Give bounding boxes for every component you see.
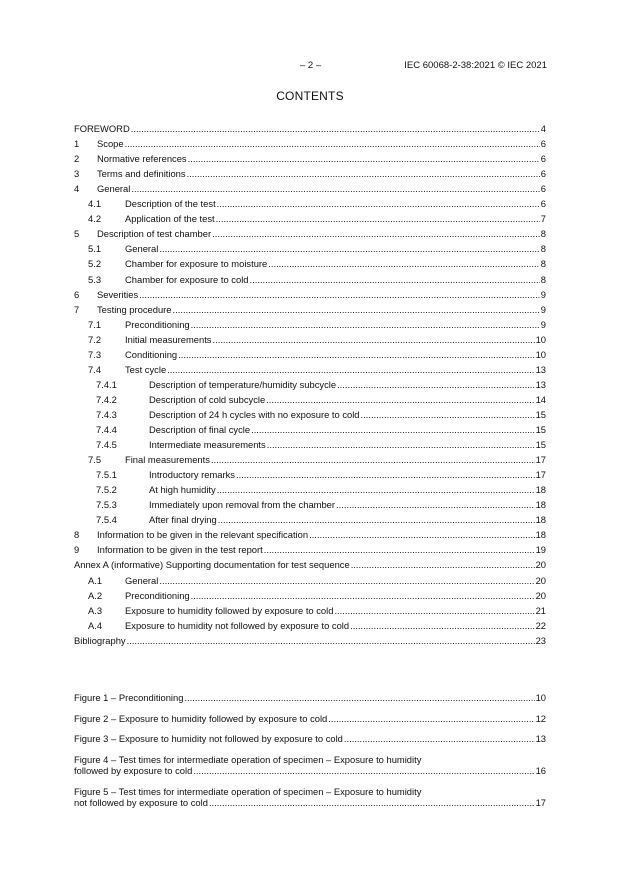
page-number: – 2 – — [300, 60, 322, 71]
toc-entry-title: Initial measurements — [125, 333, 212, 345]
toc-entry[interactable] — [74, 213, 546, 224]
toc-entry-page: 18 — [535, 514, 546, 526]
toc-entry-page: 8 — [540, 258, 546, 270]
toc-entry[interactable] — [74, 590, 546, 601]
toc-leader-dots — [139, 289, 540, 300]
toc-entry-page: 8 — [540, 273, 546, 285]
toc-leader-dots — [236, 469, 535, 480]
toc-leader-dots — [213, 334, 535, 345]
toc-leader-dots — [336, 499, 535, 510]
toc-entry-page: 10 — [535, 348, 546, 360]
toc-entry-number: 7.4.1 — [96, 378, 117, 390]
toc-entry[interactable] — [74, 514, 546, 525]
figure-page: 12 — [535, 712, 546, 724]
toc-entry-title: Description of cold subcycle — [149, 393, 266, 405]
toc-leader-dots — [167, 364, 534, 375]
toc-leader-dots — [266, 394, 534, 405]
toc-leader-dots — [131, 183, 539, 194]
toc-entry-number: 7.4.5 — [96, 439, 117, 451]
toc-entry-title: Terms and definitions — [97, 168, 186, 180]
figure-list-entry[interactable] — [74, 733, 546, 744]
toc-entry-title: Immediately upon removal from the chamber — [149, 499, 336, 511]
toc-entry[interactable] — [74, 379, 546, 390]
toc-entry-title: At high humidity — [149, 484, 216, 496]
toc-entry-title: Intermediate measurements — [149, 439, 266, 451]
toc-entry[interactable] — [74, 469, 546, 480]
toc-entry-page: 15 — [535, 424, 546, 435]
toc-entry-title: FOREWORD — [74, 123, 130, 134]
toc-entry-page: 9 — [540, 288, 546, 300]
toc-entry[interactable] — [74, 123, 546, 134]
toc-entry-number: 7.2 — [88, 333, 102, 345]
toc-leader-dots — [125, 138, 540, 149]
toc-entry-page: 18 — [535, 529, 546, 541]
toc-leader-dots — [361, 409, 535, 420]
figure-caption: Figure 2 – Exposure to humidity followed by exposure to cold — [74, 712, 328, 724]
toc-leader-dots — [250, 274, 540, 285]
toc-entry[interactable] — [74, 529, 546, 540]
document-reference: IEC 60068-2-38:2021 © IEC 2021 — [404, 60, 547, 71]
toc-entry-title: Annex A (informative) Supporting documentation for test sequence — [74, 559, 350, 571]
toc-entry-number: 7.1 — [88, 318, 102, 330]
figure-list-entry[interactable] — [74, 692, 546, 703]
toc-entry[interactable] — [74, 454, 546, 465]
toc-entry-number: 7.5.3 — [96, 499, 117, 511]
toc-entry-title: Description of the test — [125, 198, 216, 210]
toc-entry-page: 17 — [535, 469, 546, 481]
toc-entry-page: 10 — [535, 333, 546, 345]
toc-entry-number: 7.5.1 — [96, 469, 117, 481]
toc-entry-number: 7.4.4 — [96, 424, 117, 435]
toc-entry-page: 6 — [540, 153, 546, 165]
toc-entry[interactable] — [74, 183, 546, 194]
toc-entry[interactable] — [74, 409, 546, 420]
toc-entry-number: 5.2 — [88, 258, 102, 270]
toc-leader-dots — [188, 153, 540, 164]
toc-entry-title: Application of the test — [125, 213, 215, 225]
toc-entry-page: 4 — [540, 123, 546, 134]
toc-leader-dots — [350, 620, 534, 631]
toc-entry-title: Bibliography — [74, 634, 126, 646]
figure-page: 17 — [535, 796, 546, 808]
toc-leader-dots — [178, 349, 534, 360]
figure-leader-dots — [193, 765, 534, 776]
figure-caption-line: Figure 4 – Test times for intermediate operation of specimen – Exposure to humidity — [74, 753, 422, 765]
toc-entry-page: 20 — [535, 559, 546, 571]
toc-entry-title: General — [125, 243, 159, 255]
toc-entry-number: 7.4.3 — [96, 408, 117, 420]
toc-entry-title: Chamber for exposure to cold — [125, 273, 249, 285]
figure-list-entry[interactable] — [74, 786, 546, 808]
figure-leader-dots — [209, 797, 535, 808]
figure-page: 16 — [535, 764, 546, 776]
toc-leader-dots — [211, 454, 535, 465]
toc-entry-page: 9 — [540, 318, 546, 330]
toc-entry[interactable] — [74, 228, 546, 239]
figure-page: 10 — [535, 692, 546, 703]
toc-leader-dots — [217, 484, 535, 495]
toc-entry[interactable] — [74, 319, 546, 330]
toc-entry-number: 4 — [74, 183, 80, 195]
figure-caption: Figure 1 – Preconditioning — [74, 692, 184, 703]
toc-entry[interactable] — [74, 575, 546, 586]
toc-entry-number: 7.4 — [88, 363, 102, 375]
toc-entry-page: 20 — [535, 589, 546, 601]
toc-entry[interactable] — [74, 364, 546, 375]
figure-entry-row — [74, 797, 546, 808]
figure-entry-row — [74, 713, 546, 724]
figure-caption: followed by exposure to cold — [74, 764, 193, 776]
toc-entry[interactable] — [74, 484, 546, 495]
toc-leader-dots — [191, 590, 535, 601]
toc-entry-page: 13 — [535, 363, 546, 375]
toc-entry-page: 18 — [535, 499, 546, 511]
toc-leader-dots — [334, 605, 534, 616]
toc-entry-page: 15 — [535, 408, 546, 420]
toc-entry-page: 14 — [535, 393, 546, 405]
toc-entry-page: 8 — [540, 243, 546, 255]
toc-leader-dots — [131, 123, 540, 134]
toc-entry[interactable] — [74, 620, 546, 631]
toc-entry-title: Chamber for exposure to moisture — [125, 258, 268, 270]
toc-entry-page: 15 — [535, 439, 546, 451]
toc-leader-dots — [351, 559, 535, 570]
toc-entry-page: 18 — [535, 484, 546, 496]
figure-list-entry[interactable] — [74, 754, 546, 776]
toc-entry-number: 7.3 — [88, 348, 102, 360]
toc-entry-title: General — [97, 183, 131, 195]
figure-page: 13 — [535, 733, 546, 744]
figure-entry-row — [74, 692, 546, 703]
toc-entry-number: A.4 — [88, 619, 103, 631]
toc-entry[interactable] — [74, 559, 546, 570]
toc-entry-title: Conditioning — [125, 348, 178, 360]
toc-entry-page: 7 — [540, 213, 546, 225]
toc-entry-number: 7.5 — [88, 454, 102, 466]
toc-leader-dots — [309, 529, 535, 540]
figure-entry-row — [74, 765, 546, 776]
toc-entry-page: 13 — [535, 378, 546, 390]
toc-entry-page: 17 — [535, 454, 546, 466]
toc-entry[interactable] — [74, 258, 546, 269]
toc-entry-page: 9 — [540, 303, 546, 315]
toc-leader-dots — [267, 439, 535, 450]
toc-entry-title: Description of 24 h cycles with no exposure to cold — [149, 408, 360, 420]
page-header — [0, 60, 620, 74]
toc-entry-title: Test cycle — [125, 363, 167, 375]
toc-entry-number: 7.5.2 — [96, 484, 117, 496]
toc-entry[interactable] — [74, 243, 546, 254]
toc-entry-number: 2 — [74, 153, 80, 165]
toc-leader-dots — [159, 243, 539, 254]
page-title: CONTENTS — [276, 89, 344, 103]
toc-entry-title: Severities — [97, 288, 139, 300]
toc-entry-title: After final drying — [149, 514, 217, 526]
toc-entry-number: 4.1 — [88, 198, 102, 210]
toc-entry[interactable] — [74, 499, 546, 510]
toc-entry-title: Exposure to humidity followed by exposure to cold — [125, 604, 334, 616]
figure-caption: Figure 3 – Exposure to humidity not followed by exposure to cold — [74, 733, 343, 744]
toc-entry-number: 3 — [74, 168, 80, 180]
toc-entry-number: 1 — [74, 138, 80, 150]
toc-entry[interactable] — [74, 274, 546, 285]
toc-entry-page: 22 — [535, 619, 546, 631]
toc-entry-page: 19 — [535, 544, 546, 556]
toc-entry-page: 23 — [535, 634, 546, 646]
toc-leader-dots — [187, 168, 540, 179]
toc-entry[interactable] — [74, 605, 546, 616]
toc-leader-dots — [216, 213, 540, 224]
toc-entry-title: Preconditioning — [125, 318, 190, 330]
toc-entry[interactable] — [74, 424, 546, 435]
toc-entry-title: Description of test chamber — [97, 228, 212, 240]
toc-entry-title: Exposure to humidity not followed by exposure to cold — [125, 619, 350, 631]
toc-entry-page: 8 — [540, 228, 546, 240]
toc-entry-title: Introductory remarks — [149, 469, 235, 481]
toc-entry[interactable] — [74, 439, 546, 450]
toc-entry-page: 6 — [540, 183, 546, 195]
toc-entry[interactable] — [74, 304, 546, 315]
toc-entry-number: 9 — [74, 544, 80, 556]
toc-entry-title: Information to be given in the relevant specification — [97, 529, 309, 541]
toc-entry[interactable] — [74, 289, 546, 300]
toc-entry[interactable] — [74, 198, 546, 209]
toc-entry-title: General — [125, 574, 159, 586]
toc-leader-dots — [191, 319, 540, 330]
toc-entry-title: Preconditioning — [125, 589, 190, 601]
toc-entry-title: Testing procedure — [97, 303, 172, 315]
toc-leader-dots — [251, 424, 534, 435]
toc-entry-page: 6 — [540, 198, 546, 210]
toc-entry-page: 6 — [540, 138, 546, 150]
figure-list-entry[interactable] — [74, 713, 546, 724]
toc-entry-page: 20 — [535, 574, 546, 586]
toc-entry-title: Scope — [97, 138, 124, 150]
toc-leader-dots — [218, 514, 535, 525]
toc-entry-number: 5 — [74, 228, 80, 240]
toc-entry-number: 7.4.2 — [96, 393, 117, 405]
toc-entry-number: 7.5.4 — [96, 514, 117, 526]
toc-entry[interactable] — [74, 544, 546, 555]
toc-entry-number: 5.1 — [88, 243, 102, 255]
toc-leader-dots — [173, 304, 540, 315]
toc-entry-title: Final measurements — [125, 454, 210, 466]
figure-caption: not followed by exposure to cold — [74, 796, 208, 808]
toc-leader-dots — [264, 544, 535, 555]
toc-leader-dots — [337, 379, 535, 390]
toc-leader-dots — [159, 575, 534, 586]
toc-entry[interactable] — [74, 168, 546, 179]
figure-leader-dots — [184, 692, 534, 703]
figure-caption-line: Figure 5 – Test times for intermediate operation of specimen – Exposure to humidity — [74, 785, 422, 797]
toc-entry-title: Description of temperature/humidity subcycle — [149, 378, 337, 390]
toc-entry[interactable] — [74, 138, 546, 149]
toc-entry[interactable] — [74, 153, 546, 164]
toc-entry[interactable] — [74, 635, 546, 646]
figure-leader-dots — [344, 733, 535, 744]
toc-entry-number: 7 — [74, 303, 80, 315]
toc-leader-dots — [212, 228, 540, 239]
toc-leader-dots — [268, 258, 540, 269]
toc-leader-dots — [127, 635, 535, 646]
toc-entry-title: Normative references — [97, 153, 187, 165]
toc-entry-number: 8 — [74, 529, 80, 541]
figure-entry-row — [74, 733, 546, 744]
toc-entry-number: A.1 — [88, 574, 103, 586]
toc-leader-dots — [217, 198, 540, 209]
figure-leader-dots — [328, 713, 534, 724]
toc-entry-page: 6 — [540, 168, 546, 180]
toc-entry[interactable] — [74, 349, 546, 360]
toc-entry-title: Description of final cycle — [149, 424, 251, 435]
toc-entry[interactable] — [74, 334, 546, 345]
toc-entry-number: 6 — [74, 288, 80, 300]
toc-entry-page: 21 — [535, 604, 546, 616]
toc-entry-number: 4.2 — [88, 213, 102, 225]
toc-entry-number: A.2 — [88, 589, 103, 601]
toc-entry-number: 5.3 — [88, 273, 102, 285]
toc-entry-title: Information to be given in the test report — [97, 544, 263, 556]
toc-entry[interactable] — [74, 394, 546, 405]
toc-entry-number: A.3 — [88, 604, 103, 616]
